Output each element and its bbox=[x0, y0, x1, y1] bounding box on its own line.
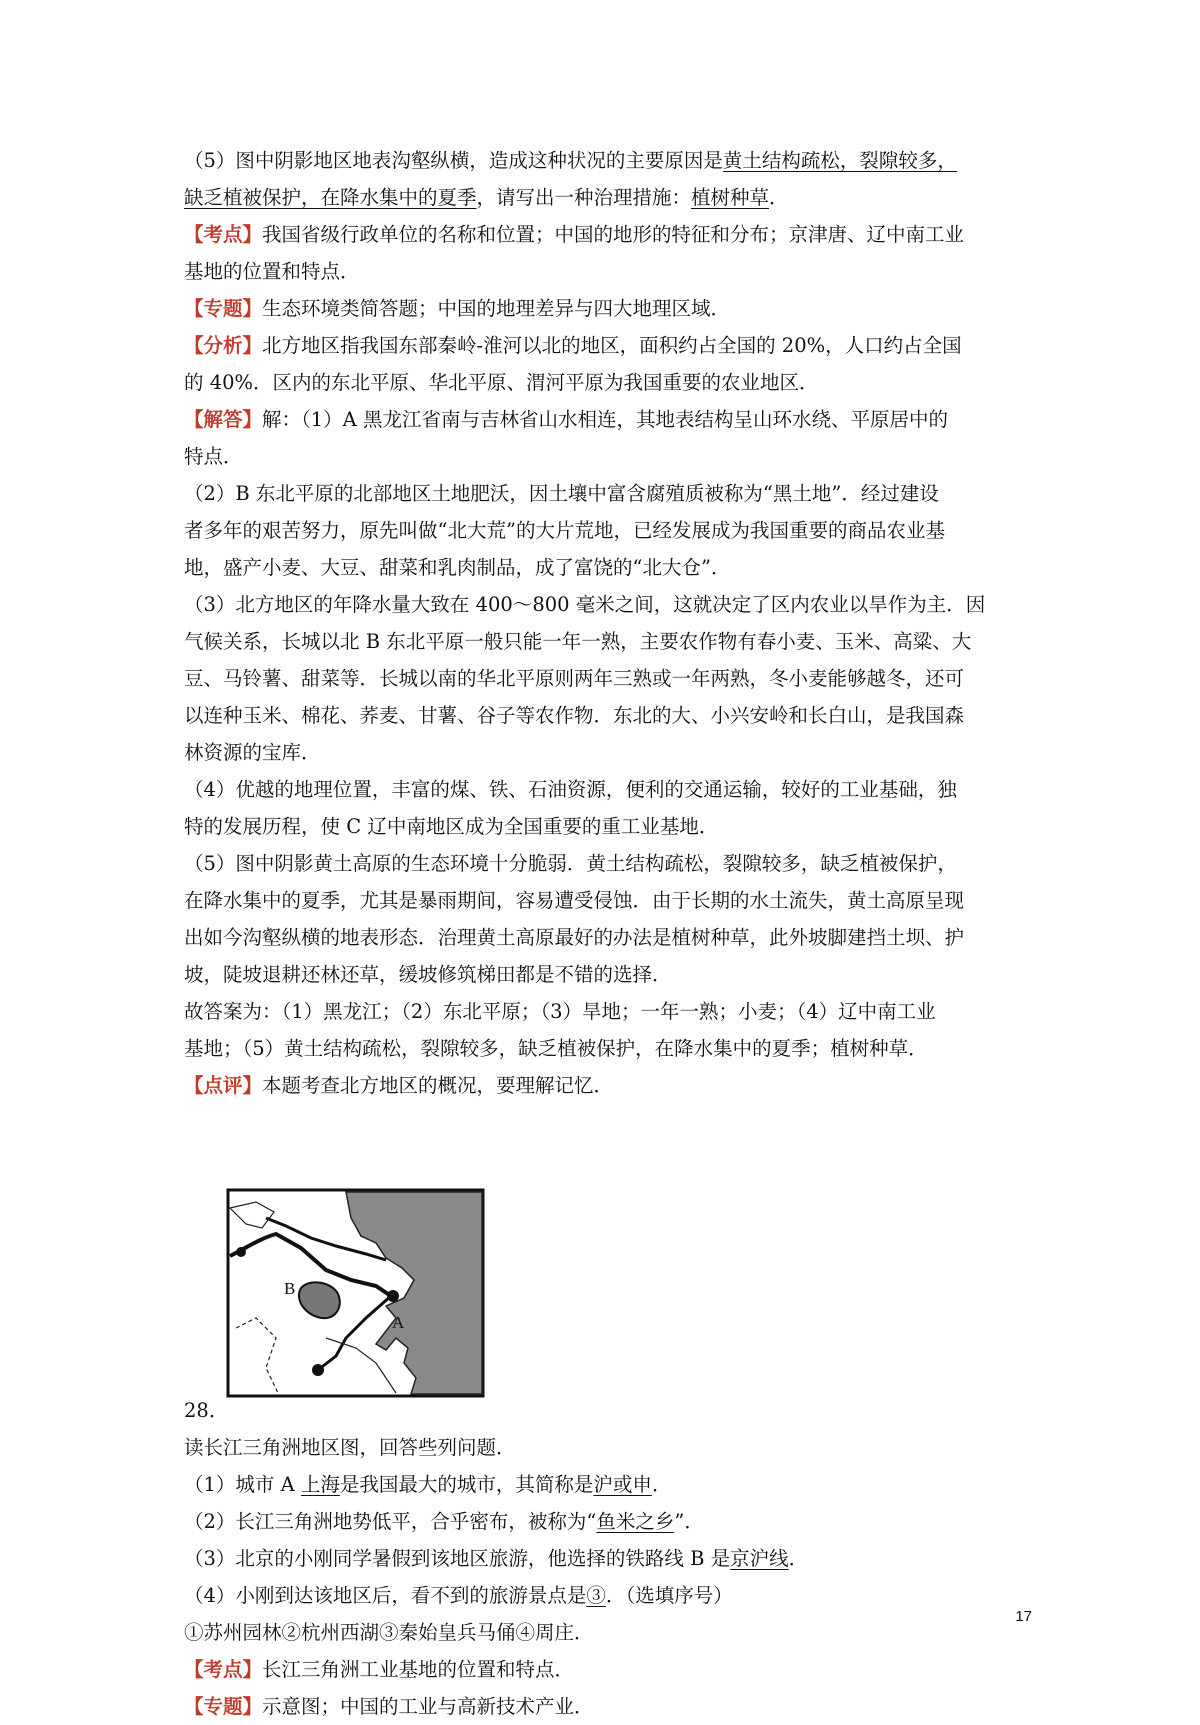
q28-options: ①苏州园林②杭州西湖③秦始皇兵马俑④周庄． bbox=[184, 1621, 594, 1644]
p2-line-2: 者多年的艰苦努力，原先叫做“北大荒”的大片荒地，已经发展成为我国重要的商品农业基 bbox=[184, 519, 945, 542]
page-content bbox=[184, 142, 1034, 1725]
q28-s1: （1）城市 A 上海是我国最大的城市，其简称是沪或申． bbox=[184, 1473, 672, 1496]
answer-underline: 上海 bbox=[300, 1473, 340, 1496]
answer-underline: 京沪线 bbox=[730, 1547, 789, 1570]
zhuanti-line: 【专题】生态环境类简答题；中国的地理差异与四大地理区域． bbox=[184, 297, 731, 320]
jieda-tag: 【解答】 bbox=[184, 408, 263, 431]
page-number: 17 bbox=[1015, 1608, 1032, 1625]
answer-line-1: 故答案为：（1）黑龙江；（2）东北平原；（3）旱地；一年一熟；小麦；（4）辽中南工业 bbox=[184, 1000, 936, 1023]
q5-line-1: （5）图中阴影地区地表沟壑纵横，造成这种状况的主要原因是黄土结构疏松，裂隙较多， bbox=[184, 149, 957, 172]
q28-kaodian: 【考点】长江三角洲工业基地的位置和特点． bbox=[184, 1658, 575, 1681]
p3-line-3: 豆、马铃薯、甜菜等．长城以南的华北平原则两年三熟或一年两熟，冬小麦能够越冬，还可 bbox=[184, 667, 965, 690]
dianping-line: 【点评】本题考查北方地区的概况，要理解记忆． bbox=[184, 1074, 614, 1097]
yangtze-delta-map bbox=[226, 1188, 526, 1400]
kaodian-tag: 【考点】 bbox=[184, 1658, 263, 1681]
answer-underline: 沪或申 bbox=[593, 1473, 652, 1496]
p3-line-4: 以连种玉米、棉花、荞麦、甘薯、谷子等农作物．东北的大、小兴安岭和长白山，是我国森 bbox=[184, 704, 965, 727]
p3-line-1: （3）北方地区的年降水量大致在 400～800 毫米之间，这就决定了区内农业以旱作为主．因 bbox=[184, 593, 986, 616]
fenxi-line-2: 的 40%．区内的东北平原、华北平原、渭河平原为我国重要的农业地区． bbox=[184, 371, 819, 394]
spacer bbox=[184, 1104, 1034, 1188]
q28-number: 28． bbox=[184, 1399, 229, 1422]
p2-line-3: 地，盛产小麦、大豆、甜菜和乳肉制品，成了富饶的“北大仓”． bbox=[184, 556, 731, 579]
p4-line-1: （4）优越的地理位置，丰富的煤、铁、石油资源，便利的交通运输，较好的工业基础，独 bbox=[184, 778, 957, 801]
map-label-a: A bbox=[392, 1313, 405, 1332]
kaodian-line-2: 基地的位置和特点． bbox=[184, 260, 360, 283]
dianping-tag: 【点评】 bbox=[184, 1074, 263, 1097]
answer-underline: 缺乏植被保护，在降水集中的夏季 bbox=[184, 186, 477, 209]
p3-line-2: 气候关系，长城以北 B 东北平原一般只能一年一熟，主要农作物有春小麦、玉米、高粱、大 bbox=[184, 630, 972, 653]
p2-line-1: （2）B 东北平原的北部地区土地肥沃，因土壤中富含腐殖质被称为“黑土地”．经过建设 bbox=[184, 482, 939, 505]
answer-underline: 黄土结构疏松，裂隙较多， bbox=[722, 149, 957, 172]
q28-intro: 读长江三角洲地区图，回答些列问题． bbox=[184, 1436, 516, 1459]
p5-line-1: （5）图中阴影黄土高原的生态环境十分脆弱．黄土结构疏松，裂隙较多，缺乏植被保护， bbox=[184, 852, 957, 875]
p5-line-4: 坡，陡坡退耕还林还草，缓坡修筑梯田都是不错的选择． bbox=[184, 963, 672, 986]
answer-underline: 鱼米之乡 bbox=[596, 1510, 675, 1533]
kaodian-line-1: 【考点】我国省级行政单位的名称和位置；中国的地形的特征和分布；京津唐、辽中南工业 bbox=[184, 223, 965, 246]
map-drawing bbox=[226, 1188, 526, 1400]
p4-line-2: 特的发展历程，使 C 辽中南地区成为全国重要的重工业基地． bbox=[184, 815, 719, 838]
city-dot-beijing-line bbox=[236, 1247, 246, 1257]
q5-line-2: 缺乏植被保护，在降水集中的夏季，请写出一种治理措施：植树种草． bbox=[184, 186, 789, 209]
kaodian-tag: 【考点】 bbox=[184, 223, 263, 246]
p5-line-3: 出如今沟壑纵横的地表形态．治理黄土高原最好的办法是植树种草，此外坡脚建挡土坝、护 bbox=[184, 926, 965, 949]
zhuanti-tag: 【专题】 bbox=[184, 1695, 263, 1718]
fenxi-tag: 【分析】 bbox=[184, 334, 263, 357]
fenxi-line-1: 【分析】北方地区指我国东部秦岭-淮河以北的地区，面积约占全国的 20%，人口约占全国 bbox=[184, 334, 962, 357]
jieda-line-2: 特点． bbox=[184, 445, 243, 468]
answer-underline: 植树种草 bbox=[691, 186, 770, 209]
answer-underline: ③ bbox=[586, 1584, 606, 1607]
zhuanti-tag: 【专题】 bbox=[184, 297, 263, 320]
q28-s4: （4）小刚到达该地区后，看不到的旅游景点是③．（选填序号） bbox=[184, 1584, 733, 1607]
p3-line-5: 林资源的宝库． bbox=[184, 741, 321, 764]
q28-s2: （2）长江三角洲地势低平，合乎密布，被称为“鱼米之乡”． bbox=[184, 1510, 704, 1533]
q28-s3: （3）北京的小刚同学暑假到该地区旅游，他选择的铁路线 B 是京沪线． bbox=[184, 1547, 809, 1570]
p5-line-2: 在降水集中的夏季，尤其是暴雨期间，容易遭受侵蚀．由于长期的水土流失，黄土高原呈现 bbox=[184, 889, 965, 912]
city-dot-south bbox=[312, 1364, 324, 1376]
city-dot-a bbox=[387, 1290, 399, 1302]
answer-line-2: 基地；（5）黄土结构疏松，裂隙较多，缺乏植被保护，在降水集中的夏季；植树种草． bbox=[184, 1037, 928, 1060]
map-label-b: B bbox=[284, 1279, 296, 1298]
q28-zhuanti: 【专题】示意图；中国的工业与高新技术产业． bbox=[184, 1695, 594, 1718]
jieda-line-1: 【解答】解：（1）A 黑龙江省南与吉林省山水相连，其地表结构呈山环水绕、平原居中的 bbox=[184, 408, 948, 431]
